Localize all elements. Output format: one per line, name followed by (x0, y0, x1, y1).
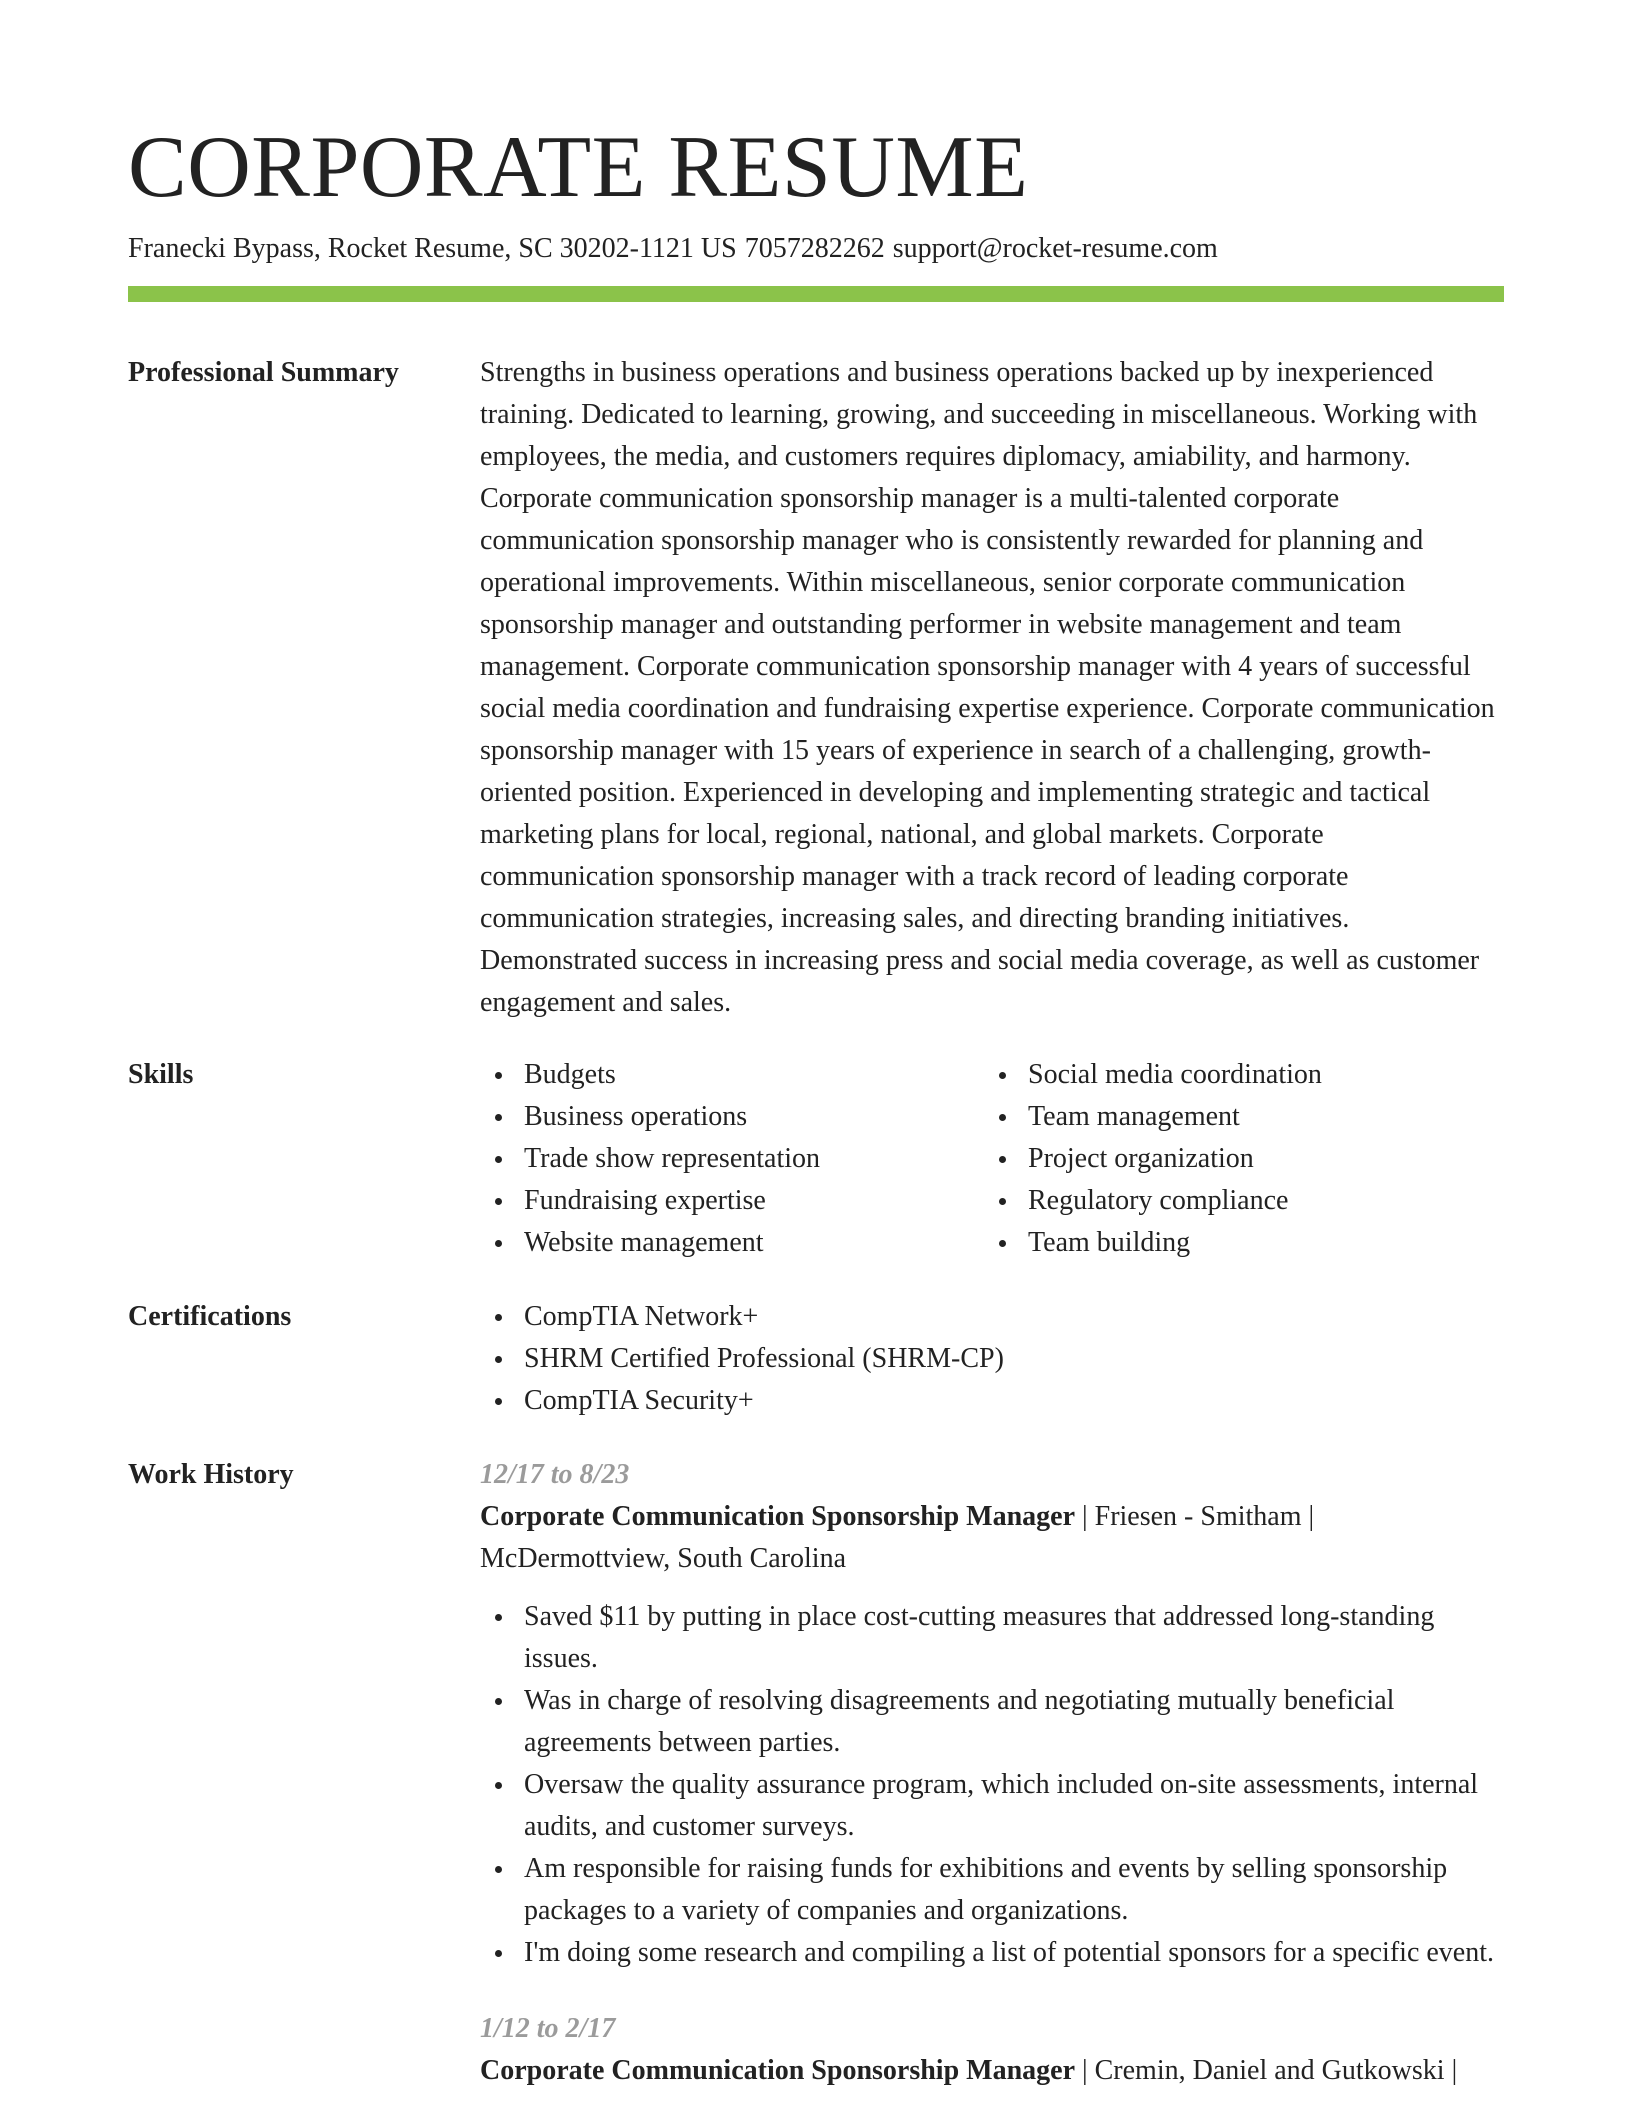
contact-address: Franecki Bypass, Rocket Resume, SC 30202-1121 US (128, 233, 737, 264)
job-bullet: Oversaw the quality assurance program, which included on-site assessments, internal audits, and customer surveys. (480, 1764, 1504, 1848)
certifications-list (480, 1296, 1504, 1422)
skill-item: Budgets (480, 1054, 984, 1096)
skill-item: Website management (480, 1222, 984, 1264)
contact-email: support@rocket-resume.com (892, 233, 1218, 264)
skill-item: Business operations (480, 1096, 984, 1138)
job-entry (480, 1454, 1504, 1974)
skill-item: Fundraising expertise (480, 1180, 984, 1222)
job-header (480, 1496, 1504, 1580)
certification-item: CompTIA Security+ (480, 1380, 1504, 1422)
work-history-content (480, 1454, 1504, 2092)
job-bullet: Was in charge of resolving disagreements and negotiating mutually beneficial agreements between parties. (480, 1680, 1504, 1764)
skills-list-left (480, 1054, 984, 1264)
contact-phone: 7057282262 (744, 233, 885, 264)
skill-item: Regulatory compliance (984, 1180, 1488, 1222)
summary-text: Strengths in business operations and business operations backed up by inexperienced training. Dedicated to learning, growing, and succeeding in miscellaneous. Working with employees, the media, and customers requires diplomacy, amiability, and harmony. Corporate communication sponsorship manager is a multi-talented corporate communication sponsorship manager who is consistently rewarded for planning and operational improvements. Within miscellaneous, senior corporate communication sponsorship manager and outstanding performer in website management and team management. Corporate communication sponsorship manager with 4 years of successful social media coordination and fundraising expertise experience. Corporate communication sponsorship manager with 15 years of experience in search of a challenging, growth-oriented position. Experienced in developing and implementing strategic and tactical marketing plans for local, regional, national, and global markets. Corporate communication sponsorship manager with a track record of leading corporate communication strategies, increasing sales, and directing branding initiatives. Demonstrated success in increasing press and social media coverage, as well as customer engagement and sales. (480, 357, 1495, 1018)
contact-line (128, 232, 1504, 266)
skills-list-right (984, 1054, 1488, 1264)
job-title: Corporate Communication Sponsorship Manager (480, 2055, 1076, 2086)
job-dates: 12/17 to 8/23 (480, 1459, 630, 1490)
job-title: Corporate Communication Sponsorship Manager (480, 1501, 1076, 1532)
skills-section (128, 1054, 1504, 1264)
summary-heading: Professional Summary (128, 357, 399, 388)
resume-title: CORPORATE RESUME (128, 119, 1029, 216)
certification-item: SHRM Certified Professional (SHRM-CP) (480, 1338, 1504, 1380)
job-dates: 1/12 to 2/17 (480, 2013, 616, 2044)
summary-section (128, 352, 1504, 1024)
certification-item: CompTIA Network+ (480, 1296, 1504, 1338)
skill-item: Team management (984, 1096, 1488, 1138)
certifications-section (128, 1296, 1504, 1422)
skill-item: Trade show representation (480, 1138, 984, 1180)
job-bullet: Am responsible for raising funds for exhibitions and events by selling sponsorship packages to a variety of companies and organizations. (480, 1848, 1504, 1932)
header-accent-rule (128, 286, 1504, 302)
skills-grid (480, 1054, 1504, 1264)
work-history-section (128, 1454, 1504, 2092)
skill-item: Team building (984, 1222, 1488, 1264)
work-history-heading: Work History (128, 1459, 294, 1490)
skills-heading: Skills (128, 1059, 194, 1090)
job-bullet: I'm doing some research and compiling a list of potential sponsors for a specific event. (480, 1932, 1504, 1974)
certifications-content (480, 1296, 1504, 1422)
skill-item: Social media coordination (984, 1054, 1488, 1096)
job-header (480, 2050, 1504, 2092)
certifications-heading: Certifications (128, 1301, 292, 1332)
skill-item: Project organization (984, 1138, 1488, 1180)
job-bullet-list (480, 1596, 1504, 1974)
job-details: | Friesen - Smitham | McDermottview, South Carolina (480, 1501, 1315, 1574)
job-bullet: Saved $11 by putting in place cost-cutting measures that addressed long-standing issues. (480, 1596, 1504, 1680)
job-entry (480, 2008, 1504, 2092)
job-details: | Cremin, Daniel and Gutkowski | (1075, 2055, 1458, 2086)
